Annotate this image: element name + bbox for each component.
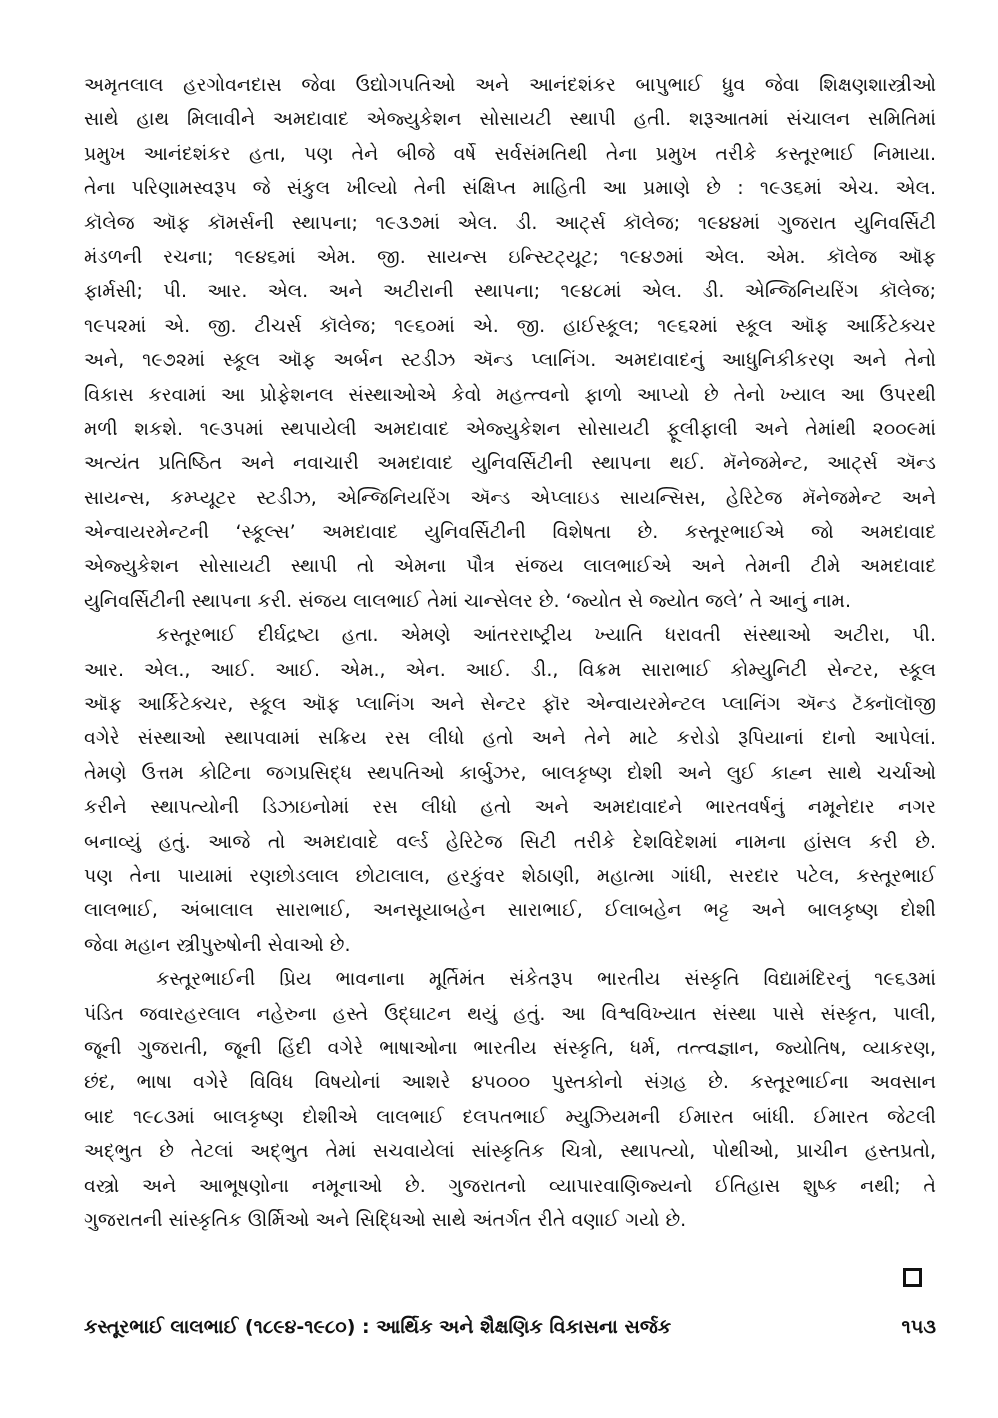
- text-line: લાલભાઈ, અંબાલાલ સારાભાઈ, અનસૂયાબહેન સારાભાઈ, ઈલાબહેન ભટ્ટ અને બાલકૃષ્ણ દોશી: [84, 899, 936, 922]
- page-number: ૧૫૩: [901, 1316, 936, 1338]
- text-line: અત્યંત પ્રતિષ્ઠિત અને નવાચારી અમદાવાદ યુનિવર્સિટીની સ્થાપના થઈ. મૅનેજમેન્ટ, આર્ટ્સ ઍન્ડ: [84, 452, 936, 475]
- text-line: પણ તેના પાયામાં રણછોડલાલ છોટાલાલ, હરકુંવર શેઠાણી, મહાત્મા ગાંધી, સરદાર પટેલ, કસ્તૂરભાઈ: [84, 864, 936, 887]
- text-line: સાથે હાથ મિલાવીને અમદાવાદ એજ્યુકેશન સોસાયટી સ્થાપી હતી. શરૂઆતમાં સંચાલન સમિતિમાં: [84, 108, 936, 131]
- text-line: મંડળની રચના; ૧૯૪૬માં એમ. જી. સાયન્સ ઇન્સ્ટિટ્યૂટ; ૧૯૪૭માં એલ. એમ. કૉલેજ ઑફ: [84, 245, 936, 268]
- text-line: વસ્ત્રો અને આભૂષણોના નમૂનાઓ છે. ગુજરાતનો વ્યાપારવાણિજ્યનો ઈતિહાસ શુષ્ક નથી; તે: [84, 1174, 936, 1197]
- text-line: ઑફ આર્કિટેક્ચર, સ્કૂલ ઑફ પ્લાનિંગ અને સેન્ટર ફૉર એન્વાયરમેન્ટલ પ્લાનિંગ ઍન્ડ ટૅક્નૉલૉજી: [84, 693, 936, 716]
- text-line: યુનિવર્સિટીની સ્થાપના કરી. સંજય લાલભાઈ તેમાં ચાન્સેલર છે. ‘જ્યોત સે જ્યોત જલે’ તે આનું નામ.: [84, 589, 851, 612]
- text-line: વિકાસ કરવામાં આ પ્રોફેશનલ સંસ્થાઓએ કેવો મહત્ત્વનો ફાળો આપ્યો છે તેનો ખ્યાલ આ ઉપરથી: [84, 383, 936, 406]
- text-line: એજ્યુકેશન સોસાયટી સ્થાપી તો એમના પૌત્ર સંજય લાલભાઈએ અને તેમની ટીમે અમદાવાદ: [84, 555, 936, 578]
- text-line: છંદ, ભાષા વગેરે વિવિધ વિષયોનાં આશરે ૪૫૦૦૦ પુસ્તકોનો સંગ્રહ છે. કસ્તૂરભાઈના અવસાન: [84, 1071, 936, 1094]
- text-line: અદ્ભુત છે તેટલાં અદ્ભુત તેમાં સચવાયેલાં સાંસ્કૃતિક ચિત્રો, સ્થાપત્યો, પોથીઓ, પ્રાચીન હસ્તપ્રતો,: [84, 1140, 936, 1163]
- text-line: કસ્તૂરભાઈ દીર્ઘદ્રષ્ટા હતા. એમણે આંતરરાષ્ટ્રીય ખ્યાતિ ધરાવતી સંસ્થાઓ અટીરા, પી.: [156, 624, 936, 647]
- square-outline-icon: [903, 1268, 922, 1287]
- text-line: અમૃતલાલ હરગોવનદાસ જેવા ઉદ્યોગપતિઓ અને આનંદશંકર બાપુભાઈ ધ્રુવ જેવા શિક્ષણશાસ્ત્રીઓ: [84, 74, 936, 96]
- text-line: સાયન્સ, કમ્પ્યૂટર સ્ટડીઝ, એન્જિનિયરિંગ ઍન્ડ એપ્લાઇડ સાયન્સિસ, હેરિટેજ મૅનેજમેન્ટ અને: [84, 486, 936, 509]
- page-footer: [84, 1310, 936, 1344]
- text-line: બાદ ૧૯૮૩માં બાલકૃષ્ણ દોશીએ લાલભાઈ દલપતભાઈ મ્યુઝિયમની ઈમારત બાંધી. ઈમારત જેટલી: [84, 1105, 936, 1128]
- body-text: [84, 68, 936, 1237]
- text-line: ૧૯૫૨માં એ. જી. ટીચર્સ કૉલેજ; ૧૯૬૦માં એ. જી. હાઈસ્કૂલ; ૧૯૬૨માં સ્કૂલ ઑફ આર્કિટેક્ચર: [84, 314, 936, 337]
- text-line: મળી શકશે. ૧૯૩૫માં સ્થપાયેલી અમદાવાદ એજ્યુકેશન સોસાયટી ફૂલીફાલી અને તેમાંથી ૨૦૦૯માં: [84, 417, 936, 440]
- text-line: કસ્તૂરભાઈની પ્રિય ભાવનાના મૂર્તિમંત સંકેતરૂપ ભારતીય સંસ્કૃતિ વિદ્યામંદિરનું ૧૯૬૩માં: [156, 968, 936, 991]
- text-line: વગેરે સંસ્થાઓ સ્થાપવામાં સક્રિય રસ લીધો હતો અને તેને માટે કરોડો રૂપિયાનાં દાનો આપેલાં.: [84, 727, 936, 750]
- text-line: બનાવ્યું હતું. આજે તો અમદાવાદે વર્લ્ડ હેરિટેજ સિટી તરીકે દેશવિદેશમાં નામના હાંસલ કરી છે.: [84, 830, 936, 853]
- text-line: અને, ૧૯૭૨માં સ્કૂલ ઑફ અર્બન સ્ટડીઝ ઍન્ડ પ્લાનિંગ. અમદાવાદનું આધુનિકીકરણ અને તેનો: [84, 349, 936, 372]
- text-line: કૉલેજ ઑફ કૉમર્સની સ્થાપના; ૧૯૩૭માં એલ. ડી. આર્ટ્સ કૉલેજ; ૧૯૪૪માં ગુજરાત યુનિવર્સિટી: [84, 211, 936, 234]
- text-line: પંડિત જવારહરલાલ નહેરુના હસ્તે ઉદ્ઘાટન થયું હતું. આ વિશ્વવિખ્યાત સંસ્થા પાસે સંસ્કૃત, પાલી,: [84, 1002, 936, 1025]
- text-line: તેમણે ઉત્તમ કોટિના જગપ્રસિદ્ધ સ્થપતિઓ કાર્બુઝર, બાલકૃષ્ણ દોશી અને લુઈ કાહ્ન સાથે ચર્ચાઓ: [84, 761, 936, 784]
- text-line: આર. એલ., આઈ. આઈ. એમ., એન. આઈ. ડી., વિક્રમ સારાભાઈ કોમ્યુનિટી સેન્ટર, સ્કૂલ: [84, 658, 936, 681]
- text-line: તેના પરિણામસ્વરૂપ જે સંકુલ ખીલ્યો તેની સંક્ષિપ્ત માહિતી આ પ્રમાણે છે : ૧૯૩૬માં એચ. એલ.: [84, 177, 936, 200]
- text-line: ફાર્મસી; પી. આર. એલ. અને અટીરાની સ્થાપના; ૧૯૪૮માં એલ. ડી. એન્જિનિયરિંગ કૉલેજ;: [84, 280, 936, 303]
- text-line: જેવા મહાન સ્ત્રીપુરુષોની સેવાઓ છે.: [84, 933, 351, 956]
- text-line: કરીને સ્થાપત્યોની ડિઝાઇનોમાં રસ લીધો હતો અને અમદાવાદને ભારતવર્ષનું નમૂનેદાર નગર: [84, 796, 936, 819]
- paragraph: [84, 618, 936, 962]
- text-line: ગુજરાતની સાંસ્કૃતિક ઊર્મિઓ અને સિદ્ધિઓ સાથે અંતર્ગત રીતે વણાઈ ગયો છે.: [84, 1208, 687, 1231]
- text-line: પ્રમુખ આનંદશંકર હતા, પણ તેને બીજે વર્ષે સર્વસંમતિથી તેના પ્રમુખ તરીકે કસ્તૂરભાઈ નિમાયા.: [84, 142, 936, 165]
- text-line: જૂની ગુજરાતી, જૂની હિંદી વગેરે ભાષાઓના ભારતીય સંસ્કૃતિ, ધર્મ, તત્ત્વજ્ઞાન, જ્યોતિષ, વ્યાકરણ,: [84, 1036, 936, 1059]
- footer-title: કસ્તૂરભાઈ લાલભાઈ (૧૮૯૪-૧૯૮૦) : આર્થિક અને શૈક્ષણિક વિકાસના સર્જક: [84, 1316, 672, 1338]
- paragraph: [84, 962, 936, 1237]
- text-line: એન્વાયરમેન્ટની ‘સ્કૂલ્સ’ અમદાવાદ યુનિવર્સિટીની વિશેષતા છે. કસ્તૂરભાઈએ જો અમદાવાદ: [84, 521, 936, 544]
- paragraph: [84, 68, 936, 618]
